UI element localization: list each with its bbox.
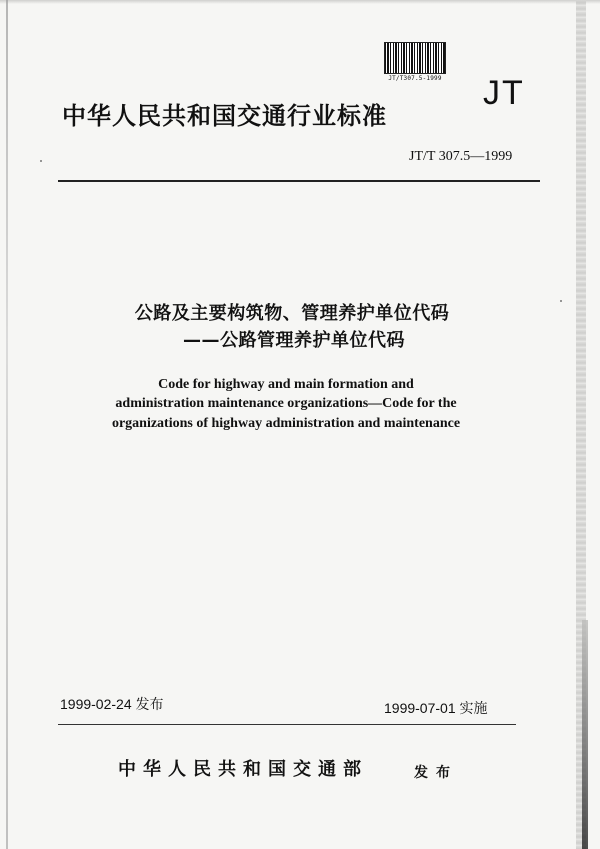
chinese-title-line2: ——公路管理养护单位代码 — [183, 330, 405, 351]
barcode-bars — [384, 42, 446, 74]
scan-speck — [40, 160, 42, 162]
english-title-line2: administration maintenance organizations—Code for the — [115, 396, 457, 411]
publisher: 中华人民共和国交通部 — [118, 759, 368, 780]
barcode — [384, 42, 446, 84]
english-title-line1: Code for highway and main formation and — [158, 377, 414, 392]
jt-logo: JT — [483, 74, 525, 112]
scan-edge-right-dark — [582, 620, 588, 849]
standard-number: JT/T 307.5—1999 — [409, 149, 513, 164]
publisher-action: 发布 — [414, 765, 458, 781]
implementation-date: 1999-07-01 实施 — [384, 700, 488, 716]
scan-shadow — [0, 0, 600, 4]
standard-category: 中华人民共和国交通行业标准 — [62, 101, 387, 130]
bottom-divider — [58, 724, 516, 725]
barcode-text: JT/T307.5-1999 — [388, 75, 442, 82]
english-title-line3: organizations of highway administration and maintenance — [111, 416, 461, 431]
chinese-title-line1: 公路及主要构筑物、管理养护单位代码 — [134, 303, 450, 324]
issue-date: 1999-02-24 发布 — [60, 696, 164, 712]
scan-speck — [560, 300, 562, 302]
top-divider — [58, 180, 540, 182]
